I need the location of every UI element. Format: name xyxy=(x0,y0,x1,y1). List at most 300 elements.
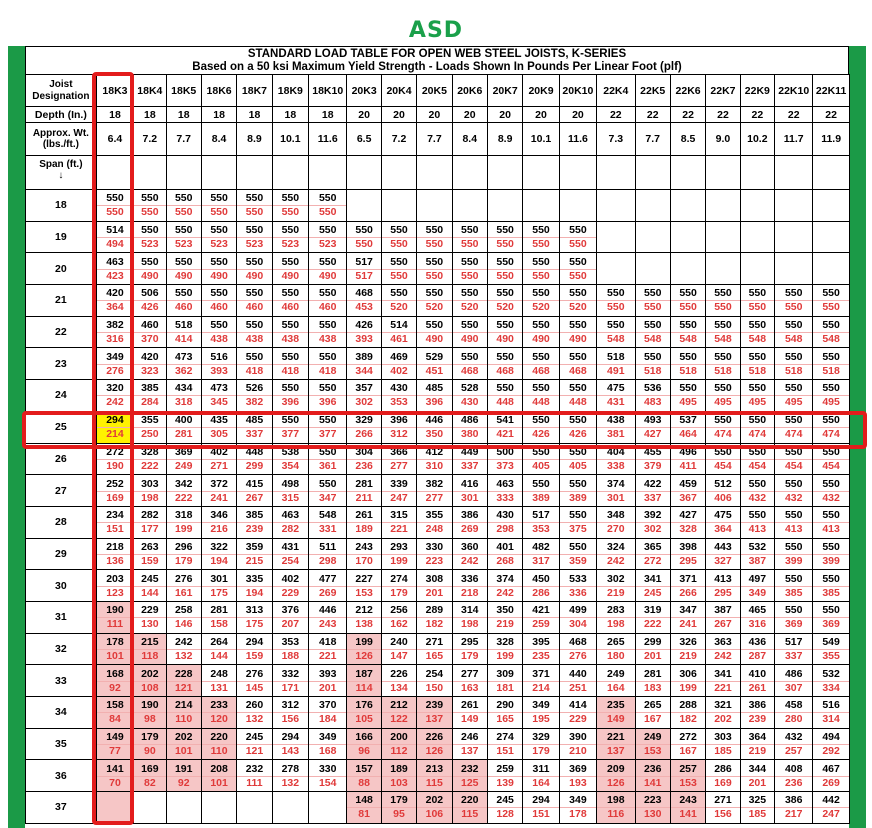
load-cell xyxy=(272,475,308,507)
deflection-load: 448 xyxy=(523,395,558,409)
load-cell xyxy=(487,475,522,507)
span-value: 24 xyxy=(26,380,97,412)
total-load: 550 xyxy=(822,540,840,553)
span-header-blank xyxy=(706,156,740,190)
deflection-load: 438 xyxy=(237,332,271,346)
load-cell xyxy=(347,570,381,602)
deflection-load: 520 xyxy=(560,300,596,314)
deflection-load: 490 xyxy=(453,332,487,346)
total-load: 550 xyxy=(460,319,479,332)
load-cell xyxy=(201,760,236,792)
deflection-load: 153 xyxy=(636,744,670,758)
deflection-load: 427 xyxy=(636,427,670,441)
deflection-load: 219 xyxy=(741,744,774,758)
total-load: 550 xyxy=(714,287,732,300)
load-cell xyxy=(740,380,774,412)
total-load: 276 xyxy=(245,667,264,680)
load-cell xyxy=(272,728,308,760)
total-load: 550 xyxy=(425,319,444,332)
load-cell xyxy=(201,285,236,317)
total-load: 550 xyxy=(679,319,697,332)
load-cell xyxy=(775,570,813,602)
total-load: 341 xyxy=(714,667,732,680)
load-cell xyxy=(237,253,272,285)
depth-22k4: 22 xyxy=(597,107,635,123)
deflection-load: 101 xyxy=(202,776,236,790)
load-cell xyxy=(813,285,849,317)
load-cell xyxy=(487,728,522,760)
deflection-load: 523 xyxy=(167,237,201,251)
deflection-load: 95 xyxy=(382,807,416,821)
total-load: 550 xyxy=(174,224,193,237)
total-load: 427 xyxy=(679,509,697,522)
total-load: 413 xyxy=(714,572,732,585)
load-cell xyxy=(813,697,849,729)
total-load: 294 xyxy=(281,731,300,744)
load-cell xyxy=(559,665,596,697)
total-load: 286 xyxy=(714,762,732,775)
weight-label: Approx. Wt. (lbs./ft.) xyxy=(26,123,97,156)
total-load: 265 xyxy=(643,699,662,712)
load-cell xyxy=(272,348,308,380)
total-load: 518 xyxy=(174,319,193,332)
total-load: 550 xyxy=(569,382,587,395)
load-cell xyxy=(134,792,166,824)
load-cell xyxy=(134,570,166,602)
total-load: 252 xyxy=(106,477,124,490)
total-load: 243 xyxy=(355,540,373,553)
total-load: 382 xyxy=(106,319,124,332)
deflection-load: 194 xyxy=(237,586,271,600)
total-load: 239 xyxy=(425,699,444,712)
span-row-36 xyxy=(26,760,850,792)
load-cell xyxy=(706,221,740,253)
total-load: 213 xyxy=(425,762,444,775)
load-cell xyxy=(201,728,236,760)
total-load: 550 xyxy=(390,255,408,268)
deflection-load: 276 xyxy=(560,649,596,663)
total-load: 550 xyxy=(210,255,228,268)
total-load: 385 xyxy=(245,509,264,522)
span-header-blank xyxy=(635,156,670,190)
total-load: 475 xyxy=(607,382,625,395)
load-cell xyxy=(635,633,670,665)
total-load: 473 xyxy=(174,350,193,363)
load-cell xyxy=(635,348,670,380)
deflection-load: 202 xyxy=(706,712,739,726)
deflection-load: 468 xyxy=(453,364,487,378)
deflection-load: 194 xyxy=(202,554,236,568)
total-load: 168 xyxy=(106,667,124,680)
deflection-load: 364 xyxy=(97,300,133,314)
load-cell xyxy=(272,538,308,570)
deflection-load: 207 xyxy=(273,617,308,631)
load-cell xyxy=(775,633,813,665)
designation-row xyxy=(26,75,850,107)
load-cell xyxy=(96,285,133,317)
load-cell xyxy=(775,506,813,538)
total-load: 550 xyxy=(822,572,840,585)
load-cell xyxy=(775,728,813,760)
load-cell xyxy=(347,443,381,475)
load-cell xyxy=(670,633,705,665)
weight-18k10: 11.6 xyxy=(309,123,347,156)
total-load: 221 xyxy=(607,731,625,744)
load-cell xyxy=(417,570,452,602)
load-cell xyxy=(670,665,705,697)
load-cell xyxy=(134,633,166,665)
deflection-load: 550 xyxy=(382,237,416,251)
load-cell xyxy=(166,665,201,697)
total-load: 550 xyxy=(210,224,228,237)
deflection-load: 373 xyxy=(488,459,522,473)
load-cell xyxy=(134,443,166,475)
total-load: 283 xyxy=(607,604,625,617)
total-load: 486 xyxy=(460,414,479,427)
deflection-load: 550 xyxy=(671,300,705,314)
load-cell xyxy=(96,538,133,570)
load-cell xyxy=(775,253,813,285)
deflection-load: 277 xyxy=(382,459,416,473)
load-cell xyxy=(417,221,452,253)
total-load: 426 xyxy=(355,319,373,332)
asd-logo: ASD xyxy=(408,18,464,43)
total-load: 402 xyxy=(281,572,300,585)
deflection-load: 350 xyxy=(417,427,451,441)
deflection-load: 550 xyxy=(597,300,634,314)
load-cell xyxy=(487,760,522,792)
load-cell xyxy=(309,760,347,792)
deflection-load: 490 xyxy=(202,269,236,283)
deflection-load: 548 xyxy=(813,332,848,346)
total-load: 538 xyxy=(281,445,300,458)
load-cell xyxy=(166,285,201,317)
load-cell xyxy=(309,570,347,602)
deflection-load: 162 xyxy=(382,617,416,631)
load-cell xyxy=(487,348,522,380)
total-load: 440 xyxy=(569,667,587,680)
total-load: 257 xyxy=(679,762,697,775)
total-load: 436 xyxy=(748,635,767,648)
total-load: 550 xyxy=(643,319,662,332)
joist-18k7: 18K7 xyxy=(237,75,272,107)
total-load: 386 xyxy=(784,794,803,807)
total-load: 550 xyxy=(425,287,444,300)
load-cell xyxy=(201,506,236,538)
load-cell xyxy=(452,538,487,570)
span-header-blank xyxy=(347,156,381,190)
total-load: 335 xyxy=(245,572,264,585)
deflection-load: 453 xyxy=(347,300,380,314)
load-cell xyxy=(309,411,347,443)
total-load: 442 xyxy=(822,794,840,807)
deflection-load: 344 xyxy=(347,364,380,378)
total-load: 341 xyxy=(643,572,662,585)
total-load: 158 xyxy=(106,699,124,712)
load-cell xyxy=(417,506,452,538)
deflection-load: 421 xyxy=(488,427,522,441)
total-load: 550 xyxy=(748,509,767,522)
load-cell xyxy=(347,348,381,380)
span-header-blank xyxy=(381,156,416,190)
deflection-load: 126 xyxy=(417,744,451,758)
span-value: 20 xyxy=(26,253,97,285)
deflection-load: 254 xyxy=(273,554,308,568)
load-cell xyxy=(309,348,347,380)
span-header-blank xyxy=(96,156,133,190)
joist-20k5: 20K5 xyxy=(417,75,452,107)
total-load: 398 xyxy=(679,540,697,553)
load-cell xyxy=(597,665,635,697)
total-load: 326 xyxy=(679,635,697,648)
deflection-load: 222 xyxy=(636,617,670,631)
joist-20k6: 20K6 xyxy=(452,75,487,107)
total-load: 550 xyxy=(569,477,587,490)
deflection-load: 223 xyxy=(417,554,451,568)
total-load: 347 xyxy=(679,604,697,617)
deflection-load: 123 xyxy=(97,586,133,600)
deflection-load: 214 xyxy=(97,427,133,441)
load-cell xyxy=(523,221,559,253)
deflection-load: 550 xyxy=(309,205,346,219)
load-cell xyxy=(309,316,347,348)
load-cell xyxy=(309,506,347,538)
span-header-blank xyxy=(740,156,774,190)
load-cell xyxy=(635,253,670,285)
total-load: 355 xyxy=(141,414,159,427)
deflection-load: 393 xyxy=(202,364,236,378)
deflection-load: 131 xyxy=(202,681,236,695)
deflection-load: 413 xyxy=(813,522,848,536)
load-cell xyxy=(272,633,308,665)
span-row-21 xyxy=(26,285,850,317)
deflection-load: 175 xyxy=(202,586,236,600)
total-load: 259 xyxy=(496,762,514,775)
deflection-load: 548 xyxy=(741,332,774,346)
load-cell xyxy=(523,475,559,507)
load-cell xyxy=(559,506,596,538)
load-cell xyxy=(201,411,236,443)
deflection-load: 369 xyxy=(775,617,812,631)
total-load: 550 xyxy=(569,414,587,427)
total-load: 550 xyxy=(748,382,767,395)
load-cell xyxy=(134,411,166,443)
load-cell xyxy=(166,475,201,507)
depth-22k9: 22 xyxy=(740,107,774,123)
deflection-load: 170 xyxy=(347,554,380,568)
load-cell xyxy=(635,285,670,317)
total-load: 438 xyxy=(607,414,625,427)
deflection-load: 523 xyxy=(134,237,165,251)
total-load: 517 xyxy=(784,635,803,648)
deflection-load: 168 xyxy=(309,744,346,758)
deflection-load: 221 xyxy=(706,681,739,695)
load-cell xyxy=(166,190,201,222)
load-cell xyxy=(740,792,774,824)
deflection-load: 219 xyxy=(597,586,634,600)
deflection-load: 169 xyxy=(706,776,739,790)
deflection-load: 242 xyxy=(97,395,133,409)
deflection-load: 150 xyxy=(417,681,451,695)
deflection-load: 468 xyxy=(488,364,522,378)
deflection-load: 474 xyxy=(741,427,774,441)
total-load: 274 xyxy=(496,731,514,744)
deflection-load: 269 xyxy=(813,776,848,790)
span-row-20 xyxy=(26,253,850,285)
deflection-load: 199 xyxy=(488,649,522,663)
deflection-load: 550 xyxy=(202,205,236,219)
total-load: 374 xyxy=(496,572,514,585)
deflection-load: 387 xyxy=(741,554,774,568)
load-cell xyxy=(635,760,670,792)
total-load: 516 xyxy=(210,350,228,363)
deflection-load: 272 xyxy=(636,554,670,568)
deflection-load: 550 xyxy=(560,237,596,251)
load-cell xyxy=(237,760,272,792)
load-cell xyxy=(813,316,849,348)
total-load: 393 xyxy=(318,667,337,680)
load-cell xyxy=(597,570,635,602)
load-cell xyxy=(523,380,559,412)
deflection-load: 490 xyxy=(488,332,522,346)
total-load: 550 xyxy=(569,255,587,268)
total-load: 455 xyxy=(643,445,662,458)
load-cell xyxy=(706,570,740,602)
left-green-bar xyxy=(8,46,25,828)
deflection-load: 418 xyxy=(273,364,308,378)
deflection-load: 518 xyxy=(636,364,670,378)
deflection-load: 550 xyxy=(382,269,416,283)
load-cell xyxy=(134,380,166,412)
total-load: 550 xyxy=(460,287,479,300)
total-load: 449 xyxy=(460,445,479,458)
deflection-load: 375 xyxy=(560,522,596,536)
span-header-blank xyxy=(813,156,849,190)
load-cell xyxy=(813,728,849,760)
deflection-load: 337 xyxy=(453,459,487,473)
deflection-load: 491 xyxy=(597,364,634,378)
load-cell xyxy=(813,348,849,380)
deflection-load: 495 xyxy=(775,395,812,409)
span-header-blank xyxy=(309,156,347,190)
deflection-load: 269 xyxy=(309,586,346,600)
total-load: 550 xyxy=(245,319,264,332)
deflection-load: 495 xyxy=(813,395,848,409)
total-load: 256 xyxy=(390,604,408,617)
deflection-load: 432 xyxy=(775,491,812,505)
load-cell xyxy=(272,601,308,633)
load-cell xyxy=(201,538,236,570)
load-cell xyxy=(237,506,272,538)
deflection-load: 261 xyxy=(741,681,774,695)
span-header-blank xyxy=(201,156,236,190)
load-cell xyxy=(166,633,201,665)
deflection-load: 327 xyxy=(706,554,739,568)
deflection-load: 132 xyxy=(237,712,271,726)
total-load: 320 xyxy=(106,382,124,395)
deflection-load: 460 xyxy=(167,300,201,314)
deflection-load: 550 xyxy=(488,237,522,251)
load-cell xyxy=(96,633,133,665)
total-load: 550 xyxy=(714,350,732,363)
span-value: 21 xyxy=(26,285,97,317)
span-row-26 xyxy=(26,443,850,475)
deflection-load: 523 xyxy=(273,237,308,251)
deflection-load: 267 xyxy=(237,491,271,505)
total-load: 467 xyxy=(822,762,840,775)
joist-20k4: 20K4 xyxy=(381,75,416,107)
total-load: 421 xyxy=(532,604,550,617)
deflection-load: 216 xyxy=(202,522,236,536)
load-cell xyxy=(166,348,201,380)
load-cell xyxy=(452,506,487,538)
total-load: 295 xyxy=(460,635,479,648)
deflection-load: 141 xyxy=(636,776,670,790)
deflection-load: 92 xyxy=(97,681,133,695)
total-load: 226 xyxy=(425,731,444,744)
total-load: 249 xyxy=(643,731,662,744)
total-load: 387 xyxy=(714,604,732,617)
total-load: 435 xyxy=(210,414,228,427)
total-load: 329 xyxy=(355,414,373,427)
joist-22k4: 22K4 xyxy=(597,75,635,107)
load-cell xyxy=(381,348,416,380)
deflection-load: 550 xyxy=(813,300,848,314)
load-cell xyxy=(559,380,596,412)
deflection-load: 138 xyxy=(347,617,380,631)
total-load: 281 xyxy=(355,477,373,490)
total-load: 550 xyxy=(748,477,767,490)
total-load: 208 xyxy=(210,762,228,775)
deflection-load: 177 xyxy=(134,522,165,536)
load-cell xyxy=(523,443,559,475)
total-load: 477 xyxy=(318,572,337,585)
load-cell xyxy=(740,506,774,538)
total-load: 229 xyxy=(141,604,159,617)
total-load: 526 xyxy=(245,382,264,395)
load-cell xyxy=(452,633,487,665)
total-load: 349 xyxy=(569,794,587,807)
load-cell xyxy=(381,570,416,602)
total-load: 265 xyxy=(607,635,625,648)
load-cell xyxy=(670,316,705,348)
deflection-load: 385 xyxy=(775,586,812,600)
load-cell xyxy=(597,728,635,760)
deflection-load: 158 xyxy=(202,617,236,631)
total-load: 293 xyxy=(390,540,408,553)
load-cell xyxy=(347,316,381,348)
total-load: 176 xyxy=(355,699,373,712)
deflection-load: 242 xyxy=(597,554,634,568)
depth-20k7: 20 xyxy=(487,107,522,123)
deflection-load: 267 xyxy=(706,617,739,631)
deflection-load: 144 xyxy=(202,649,236,663)
load-cell xyxy=(237,285,272,317)
total-load: 550 xyxy=(714,445,732,458)
total-load: 485 xyxy=(425,382,444,395)
deflection-load: 413 xyxy=(741,522,774,536)
title-line-2: Based on a 50 ksi Maximum Yield Strength - Loads Shown In Pounds Per Linear Foot (plf) xyxy=(192,61,682,73)
load-cell xyxy=(706,538,740,570)
total-load: 371 xyxy=(532,667,550,680)
deflection-load: 295 xyxy=(671,554,705,568)
total-load: 157 xyxy=(355,762,373,775)
deflection-load: 81 xyxy=(347,807,380,821)
load-cell xyxy=(201,570,236,602)
total-load: 277 xyxy=(460,667,479,680)
load-cell xyxy=(272,221,308,253)
total-load: 190 xyxy=(141,699,159,712)
